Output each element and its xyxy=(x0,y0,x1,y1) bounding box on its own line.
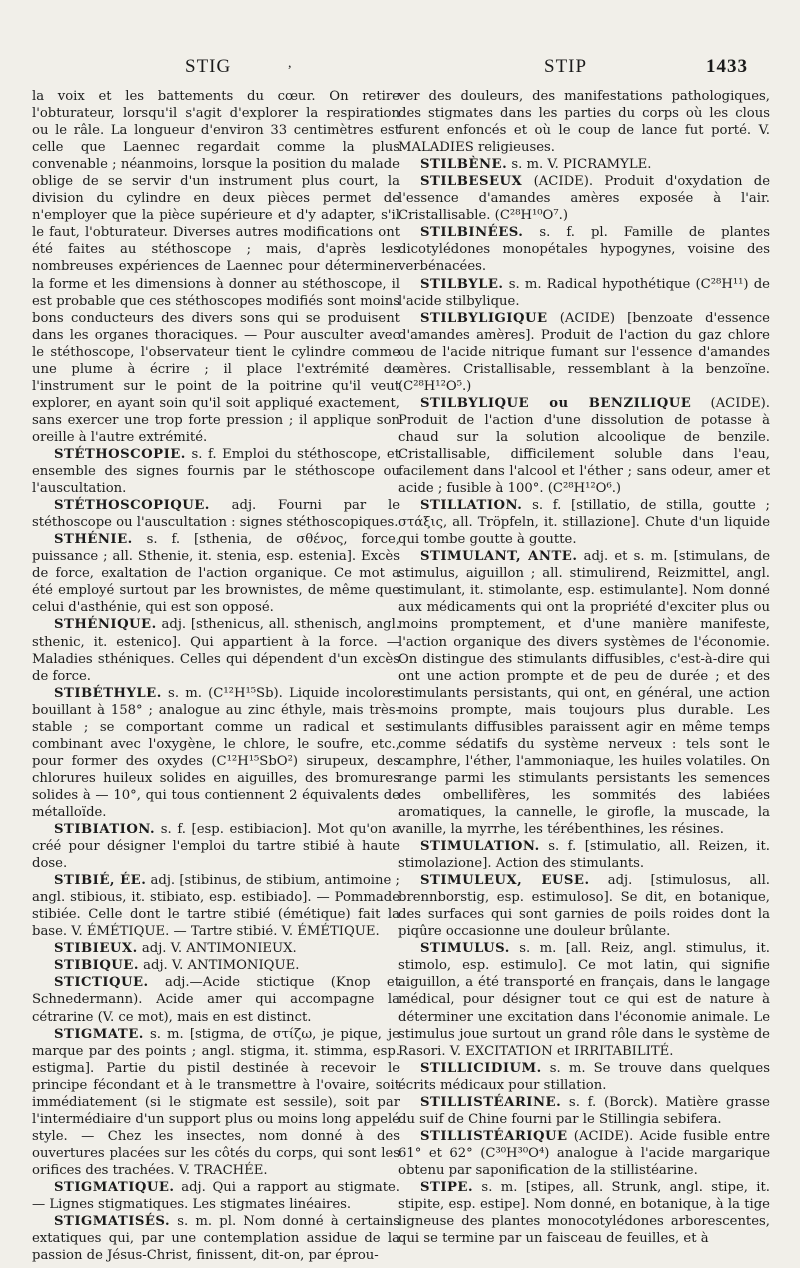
dictionary-entry xyxy=(398,548,770,838)
entry-text: adj. Fourni par le stéthoscope ou l'auscultation : signes stéthoscopiques. xyxy=(32,498,400,531)
entry-headword: STIBIÉ, ÉE. xyxy=(54,873,147,889)
entry-text: s. m. [stipes, all. Strunk, angl. stipe, it. stipite, esp. estipe]. Nom donné, en botanique, à la tige ligneuse des plantes monocotylédones arborescentes, qui se termine par un faisceau de feuilles, et à xyxy=(398,1180,770,1247)
entry-text: (ACIDE). Produit d'oxydation de l'essence d'amandes amères exposée à l'air. Cristallisable. (C²⁸H¹⁰O⁷.) xyxy=(398,174,770,224)
dictionary-entry xyxy=(32,497,400,531)
entry-text: adj. [stibinus, de stibium, antimoine ; angl. stibious, it. stibiato, esp. estibiado]. — Pommade stibiée. Celle dont le tartre stibié (émétique) fait la base. V. ÉMÉTIQUE. — Tartre stibié. V. ÉMÉTIQUE. xyxy=(32,873,400,940)
entry-text: s. m. [all. Reiz, angl. stimulus, it. stimolo, esp. estimulo]. Ce mot latin, qui signifie aiguillon, a été transporté en français, dans le langage médical, pour désigner tout ce qui est de nature à déterminer une excitation dans l'économie animale. Le stimulus joue surtout un grand rôle dans le système de Rasori. V. EXCITATION et IRRITABILITÉ. xyxy=(398,941,770,1059)
dictionary-entry xyxy=(398,173,770,224)
dictionary-entry xyxy=(398,1060,770,1094)
dictionary-entry xyxy=(32,616,400,684)
running-header xyxy=(0,56,800,86)
entry-text: s. m. [stigma, de στίζω, je pique, je marque par des points ; angl. stigma, it. stimma, esp. estigma]. Partie du pistil destinée à recevoir le principe fécondant et à le transmettre à l'ovaire, soit immédiatement (si le stigmate est sessile), soit par l'intermédiaire d'un support plus ou moins long appelé style. — Chez les insectes, nom donné à des ouvertures placées sur les côtés du corps, qui sont les orifices des trachées. V. TRACHÉE. xyxy=(32,1026,400,1178)
entry-text: s. m. V. PICRAMYLE. xyxy=(511,157,652,173)
right-column xyxy=(398,88,770,1263)
dictionary-entry xyxy=(398,1179,770,1247)
dictionary-entry xyxy=(398,1094,770,1128)
dictionary-entry xyxy=(398,940,770,1059)
header-mark: , xyxy=(288,56,293,71)
entry-headword: STIBÉTHYLE. xyxy=(54,685,162,701)
entry-headword: STILLISTÉARINE. xyxy=(420,1094,562,1110)
dictionary-entry xyxy=(32,1026,400,1179)
entry-text: s. m. Radical hypothétique (C²⁸H¹¹) de l'acide stilbylique. xyxy=(398,276,770,309)
entry-text: s. m. (C¹²H¹⁵Sb). Liquide incolore bouillant à 158° ; analogue au zinc éthyle, mais très-stable ; se comportant comme un radical et se combinant avec l'oxygène, le chlore, le soufre, etc., pour former des oxydes (C¹²H¹⁵SbO²) sirupeux, des chlorures huileux solides en aiguilles, des bromures solides à — 10°, qui tous contiennent 2 équivalents de métalloïde. xyxy=(32,685,400,820)
entry-headword: STIBIATION. xyxy=(54,822,156,838)
dictionary-entry xyxy=(398,497,770,548)
dictionary-entry xyxy=(398,1128,770,1179)
entry-text: adj. et s. m. [stimulans, de stimulus, aiguillon ; all. stimulirend, Reizmittel, angl. stimulant, it. stimolante, esp. estimulante]. Nom donné aux médicaments qui ont la propriété d'exciter plus ou moins promptement, et d'une manière manifeste, l'action organique des divers systèmes de l'économie. On distingue des stimulants diffusibles, c'est-à-dire qui ont une action prompte et de peu de durée ; et des stimulants persistants, qui ont, en général, une action moins prompte, mais toujours plus durable. Les stimulants diffusibles paraissent agir en même temps comme sédatifs du système nerveux : tels sont le camphre, l'éther, l'ammoniaque, les huiles volatiles. On range parmi les stimulants persistants les semences des ombellifères, les sommités des labiées aromatiques, la cannelle, le girofle, la muscade, la vanille, la myrrhe, les térébenthines, les résines. xyxy=(398,549,770,838)
dictionary-entry xyxy=(398,156,770,173)
entry-text: s. m. pl. Nom donné à certains extatiques qui, par une contemplation assidue de la passion de Jésus-Christ, finissent, dit-on, par éprou- xyxy=(32,1214,400,1263)
page-number: 1433 xyxy=(706,56,748,77)
left-running-head: STIG xyxy=(185,56,232,77)
dictionary-entry xyxy=(32,974,400,1025)
dictionary-entry xyxy=(32,446,400,497)
entry-text: s. m. Se trouve dans quelques écrits médicaux pour stillation. xyxy=(398,1060,770,1093)
entry-text: ver des douleurs, des manifestations pathologiques, des stigmates dans les parties du corps où les clous furent enfoncés et où le coup de lance fut porté. V. MALADIES religieuses. xyxy=(398,89,770,156)
entry-headword: STILBINÉES. xyxy=(420,225,524,241)
entry-text: adj.—Acide stictique (Knop et Schnedermann). Acide amer qui accompagne la cétrarine (V. ce mot), mais en est distinct. xyxy=(32,975,400,1025)
entry-headword: STILBYLIQUE ou BENZILIQUE xyxy=(420,395,692,411)
entry-headword: STIGMATIQUE. xyxy=(54,1180,175,1195)
dictionary-entry xyxy=(32,872,400,940)
entry-headword: STIPE. xyxy=(420,1180,474,1195)
entry-headword: STÉTHOSCOPIE. xyxy=(54,446,186,462)
entry-text: adj. [stimulosus, all. brennborstig, esp. estimuloso]. Se dit, en botanique, des surfaces qui sont garnies de poils roides dont la piqûre occasionne une douleur brûlante. xyxy=(398,873,770,940)
entry-text: s. f. [sthenia, de σθένος, force, puissance ; all. Sthenie, it. stenia, esp. estenia]. Excès de force, exaltation de l'action organique. Ce mot a été employé surtout par les brownistes, de même que celui d'asthénie, qui est son opposé. xyxy=(32,532,400,616)
dictionary-entry xyxy=(398,838,770,872)
entry-headword: STIBIQUE. xyxy=(54,958,139,974)
entry-text: s. f. [esp. estibiacion]. Mot qu'on a créé pour désigner l'emploi du tartre stibié à haute dose. xyxy=(32,822,400,872)
dictionary-entry xyxy=(32,1179,400,1213)
entry-headword: STHÉNIQUE. xyxy=(54,617,157,633)
entry-headword: STIBIEUX. xyxy=(54,941,138,957)
dictionary-entry xyxy=(398,395,770,497)
entry-headword: STIGMATISÉS. xyxy=(54,1214,171,1230)
left-column xyxy=(32,88,400,1263)
entry-headword: STILBÈNE. xyxy=(420,157,508,173)
entry-text: (ACIDE). Produit de l'action d'une dissolution de potasse à chaud sur la solution alcoolique de benzile. Cristallisable, difficilement soluble dans l'eau, facilement dans l'alcool et l'éther ; sans odeur, amer et acide ; fusible à 100°. (C²⁸H¹²O⁶.) xyxy=(398,395,770,497)
entry-continuation xyxy=(32,88,400,446)
entry-text: s. f. (Borck). Matière grasse du suif de Chine fourni par le Stillingia sebifera. xyxy=(398,1094,770,1127)
dictionary-entry xyxy=(398,872,770,940)
dictionary-entry xyxy=(32,821,400,872)
dictionary-entry xyxy=(32,531,400,616)
entry-headword: STILBYLIGIQUE xyxy=(420,310,548,326)
entry-headword: STILBYLE. xyxy=(420,276,504,292)
entry-headword: STILLISTÉARIQUE xyxy=(420,1128,568,1144)
dictionary-entry xyxy=(398,224,770,275)
entry-headword: STILBESEUX xyxy=(420,174,523,190)
entry-text: adj. V. ANTIMONIQUE. xyxy=(143,958,300,974)
dictionary-entry xyxy=(32,957,400,974)
entry-headword: STÉTHOSCOPIQUE. xyxy=(54,498,210,514)
entry-text: la voix et les battements du cœur. On retire l'obturateur, lorsqu'il s'agit d'explorer la respiration ou le râle. La longueur d'environ 33 centimètres est celle que Laennec regardait comme la plus convenable ; néanmoins, lorsque la position du malade oblige de se servir d'un instrument plus court, la division du cylindre en deux pièces permet de n'employer que la pièce supérieure et d'y adapter, s'il le faut, l'obturateur. Diverses autres modifications ont été faites au stéthoscope ; mais, d'après les nombreuses expériences de Laennec pour déterminer la forme et les dimensions à donner au stéthoscope, il est probable que ces stéthoscopes modifiés sont moins bons conducteurs des divers sons qui se produisent dans les organes thoraciques. — Pour ausculter avec le stéthoscope, l'observateur tient le cylindre comme une plume à écrire ; il place l'extrémité de l'instrument sur le point de la poitrine qu'il veut explorer, en ayant soin qu'il soit appliqué exactement, sans exercer une trop forte pression ; il applique son oreille à l'autre extrémité. xyxy=(32,89,400,445)
entry-text: s. f. Emploi du stéthoscope, et ensemble des signes fournis par le stéthoscope ou l'auscultation. xyxy=(32,446,400,497)
entry-continuation xyxy=(398,88,770,156)
entry-headword: STILLICIDIUM. xyxy=(420,1060,542,1076)
entry-text: (ACIDE) [benzoate d'essence d'amandes amères]. Produit de l'action du gaz chlore ou de l'acide nitrique fumant sur l'essence d'amandes amères. Cristallisable, ressemblant à la benzoïne. (C²⁸H¹²O⁵.) xyxy=(398,310,770,394)
entry-headword: STIMULEUX, EUSE. xyxy=(420,873,590,889)
entry-text: adj. Qui a rapport au stigmate. — Lignes stigmatiques. Les stigmates linéaires. xyxy=(32,1180,400,1213)
entry-text: (ACIDE). Acide fusible entre 61° et 62° (C³⁰H³⁰O⁴) analogue à l'acide margarique obtenu par saponification de la stillistéarine. xyxy=(398,1128,770,1178)
entry-text: s. f. [stillatio, de stilla, goutte ; στάξις, all. Tröpfeln, it. stillazione]. Chute d'un liquide qui tombe goutte à goutte. xyxy=(398,498,770,548)
right-running-head: STIP xyxy=(544,56,588,77)
entry-headword: STIMULUS. xyxy=(420,941,510,957)
entry-text: s. f. [stimulatio, all. Reizen, it. stimolazione]. Action des stimulants. xyxy=(398,839,770,872)
entry-text: adj. V. ANTIMONIEUX. xyxy=(141,941,297,957)
dictionary-entry xyxy=(32,1213,400,1263)
entry-headword: STILLATION. xyxy=(420,498,523,514)
entry-headword: STICTIQUE. xyxy=(54,975,149,991)
entry-text: adj. [sthenicus, all. sthenisch, angl. sthenic, it. estenico]. Qui appartient à la force. —Maladies sthéniques. Celles qui dépendent d'un excès de force. xyxy=(32,617,400,684)
entry-headword: STIMULATION. xyxy=(420,839,540,855)
dictionary-entry xyxy=(32,940,400,957)
dictionary-entry xyxy=(32,685,400,821)
dictionary-entry xyxy=(398,276,770,310)
entry-headword: STHÉNIE. xyxy=(54,532,133,548)
entry-text: s. f. pl. Famille de plantes dicotylédones monopétales hypogynes, voisine des verbénacées. xyxy=(398,225,770,275)
dictionary-entry xyxy=(398,310,770,395)
entry-headword: STIGMATE. xyxy=(54,1026,144,1042)
entry-headword: STIMULANT, ANTE. xyxy=(420,549,578,565)
